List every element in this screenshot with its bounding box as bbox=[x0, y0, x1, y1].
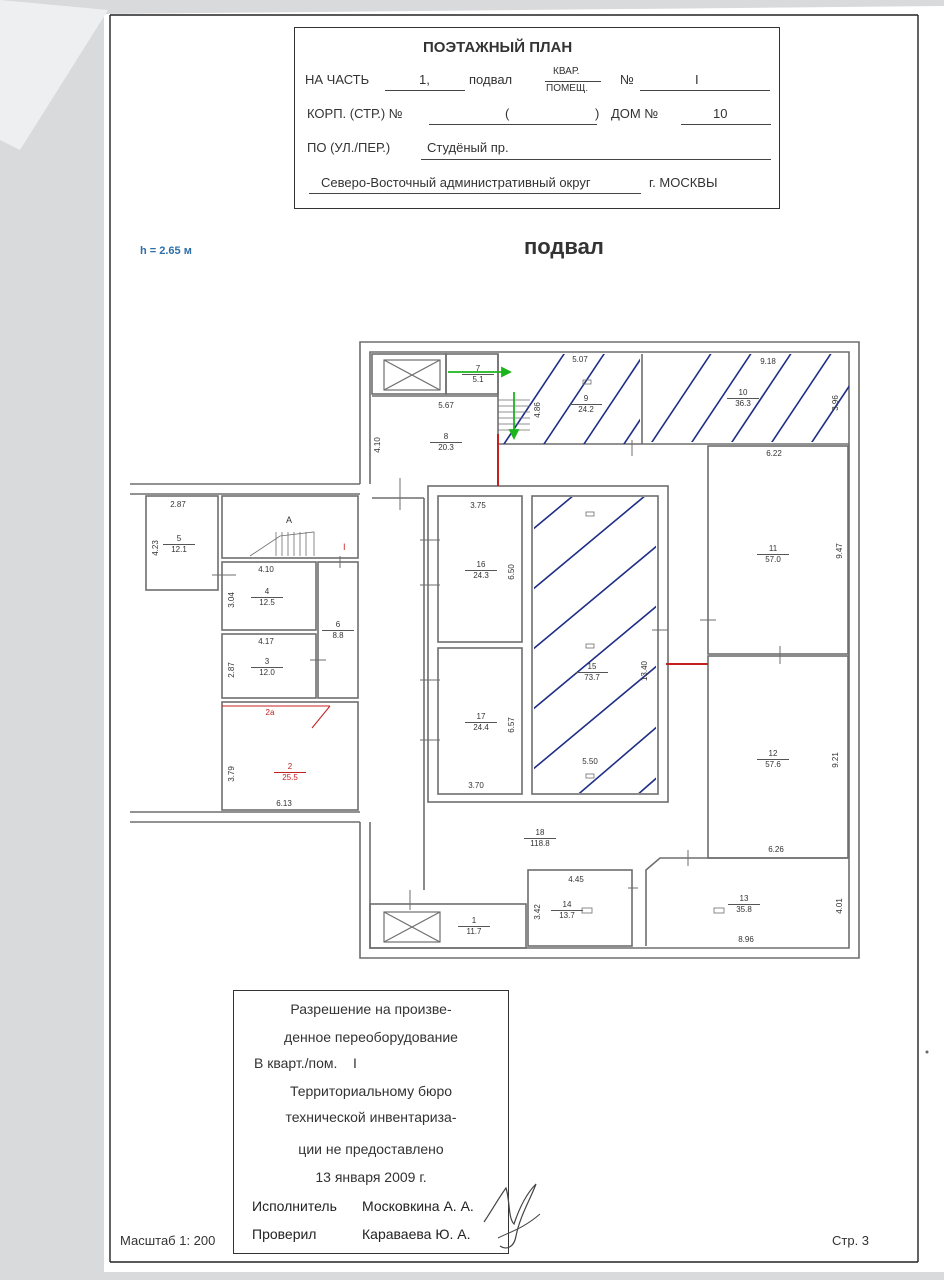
room-label-12 bbox=[757, 749, 789, 770]
room-label-13 bbox=[728, 894, 760, 915]
dimension-label: 3.79 bbox=[227, 766, 236, 782]
executor-name: Московкина А. А. bbox=[362, 1198, 474, 1214]
room-label-7 bbox=[462, 364, 494, 385]
room-number: 15 bbox=[587, 662, 597, 671]
room-area: 35.8 bbox=[728, 904, 760, 915]
dimension-label: 3.75 bbox=[470, 501, 486, 510]
floor-value: подвал bbox=[469, 72, 513, 87]
dimension-label: 4.01 bbox=[835, 898, 844, 914]
stair-label: А bbox=[286, 515, 293, 525]
door-marker: I bbox=[343, 542, 346, 552]
floor-title: подвал bbox=[524, 234, 604, 259]
note-line: технической инвентариза- bbox=[285, 1109, 457, 1125]
plan-title: ПОЭТАЖНЫЙ ПЛАН bbox=[423, 39, 573, 56]
room-number: 3 bbox=[264, 657, 270, 666]
room-area: 24.3 bbox=[465, 570, 497, 581]
ceiling-height: h = 2.65 м bbox=[140, 245, 192, 257]
room-area: 11.7 bbox=[458, 926, 490, 937]
room-number: 8 bbox=[443, 432, 449, 441]
room-area: 12.0 bbox=[251, 667, 283, 678]
note-line: денное переоборудование bbox=[284, 1029, 458, 1045]
city-label: г. МОСКВЫ bbox=[649, 175, 718, 190]
room-label-1 bbox=[458, 916, 490, 937]
room-number: 13 bbox=[739, 894, 749, 903]
room-area: 8.8 bbox=[322, 630, 354, 641]
room-number: 4 bbox=[264, 587, 270, 596]
part-value: 1, bbox=[419, 72, 430, 87]
room-label-2а bbox=[254, 708, 286, 718]
note-line: Разрешение на произве- bbox=[290, 1001, 452, 1017]
dimension-label: 4.45 bbox=[568, 875, 584, 884]
room-number: 14 bbox=[562, 900, 572, 909]
dimension-label: 9.21 bbox=[831, 752, 840, 768]
room-number: 7 bbox=[475, 364, 481, 373]
executor-label: Исполнитель bbox=[252, 1198, 337, 1214]
room-label-16 bbox=[465, 560, 497, 581]
room-number: 18 bbox=[535, 828, 545, 837]
dimension-label: 3.70 bbox=[468, 781, 484, 790]
room-label-6 bbox=[322, 620, 354, 641]
room-area: 13.7 bbox=[551, 910, 583, 921]
note-line: В кварт./пом. I bbox=[254, 1055, 357, 1071]
room-number: 12 bbox=[768, 749, 778, 758]
dimension-label: 3.96 bbox=[831, 395, 840, 411]
room-label-14 bbox=[551, 900, 583, 921]
dimension-label: 6.57 bbox=[507, 717, 516, 733]
room-area: 20.3 bbox=[430, 442, 462, 453]
dom-label: ДОМ № bbox=[611, 106, 659, 121]
room-label-17 bbox=[465, 712, 497, 733]
dimension-label: 9.18 bbox=[760, 357, 776, 366]
dimension-label: 5.07 bbox=[572, 355, 588, 364]
room-number: 6 bbox=[335, 620, 341, 629]
part-label: НА ЧАСТЬ bbox=[305, 72, 370, 87]
note-line: ции не предоставлено bbox=[298, 1141, 444, 1157]
room-number: 2а bbox=[265, 708, 275, 717]
room-label-8 bbox=[430, 432, 462, 453]
dimension-label: 4.23 bbox=[151, 540, 160, 556]
note-line: Территориальному бюро bbox=[289, 1083, 453, 1099]
room-number: 9 bbox=[583, 394, 589, 403]
dimension-label: 9.47 bbox=[835, 543, 844, 559]
room-label-4 bbox=[251, 587, 283, 608]
dimension-label: 6.50 bbox=[507, 564, 516, 580]
room-area: 73.7 bbox=[576, 672, 608, 683]
scale-label: Масштаб 1: 200 bbox=[120, 1233, 216, 1248]
room-label-5 bbox=[163, 534, 195, 555]
kvar-label: КВАР. bbox=[553, 66, 580, 77]
street-value: Студёный пр. bbox=[427, 140, 509, 155]
dimension-label: 2.87 bbox=[227, 662, 236, 678]
room-label-15 bbox=[576, 662, 608, 683]
checker-label: Проверил bbox=[252, 1226, 317, 1242]
room-label-9 bbox=[570, 394, 602, 415]
dimension-label: 4.10 bbox=[258, 565, 274, 574]
okrug-value: Северо-Восточный административный округ bbox=[321, 175, 591, 190]
room-area: 24.2 bbox=[570, 404, 602, 415]
room-area: 57.0 bbox=[757, 554, 789, 565]
room-number: 1 bbox=[471, 916, 477, 925]
room-label-10 bbox=[727, 388, 759, 409]
dimension-label: 5.67 bbox=[438, 401, 454, 410]
dimension-label: 6.22 bbox=[766, 449, 782, 458]
room-area: 118.8 bbox=[524, 838, 556, 849]
room-area: 36.3 bbox=[727, 398, 759, 409]
korp-close: ) bbox=[595, 106, 600, 121]
room-label-18 bbox=[524, 828, 556, 849]
dimension-label: 6.13 bbox=[276, 799, 292, 808]
room-area: 25.5 bbox=[274, 772, 306, 783]
room-label-11 bbox=[757, 544, 789, 565]
room-area: 12.1 bbox=[163, 544, 195, 555]
room-area: 24.4 bbox=[465, 722, 497, 733]
number-value: I bbox=[695, 72, 699, 87]
dimension-label: 4.86 bbox=[533, 402, 542, 418]
checker-name: Караваева Ю. А. bbox=[362, 1226, 471, 1242]
room-number: 10 bbox=[738, 388, 748, 397]
room-label-2 bbox=[274, 762, 306, 783]
dimension-label: 6.26 bbox=[768, 845, 784, 854]
pomeshch-label: ПОМЕЩ. bbox=[546, 83, 589, 94]
dimension-label: 8.96 bbox=[738, 935, 754, 944]
number-label: № bbox=[620, 72, 634, 87]
room-number: 11 bbox=[768, 544, 778, 553]
street-label: ПО (УЛ./ПЕР.) bbox=[307, 140, 391, 155]
note-line: 13 января 2009 г. bbox=[315, 1169, 427, 1185]
korp-value: ( bbox=[505, 106, 510, 121]
dimension-label: 5.50 bbox=[582, 757, 598, 766]
dimension-label: 2.87 bbox=[170, 500, 186, 509]
room-label-3 bbox=[251, 657, 283, 678]
page-number: Стр. 3 bbox=[832, 1233, 870, 1248]
room-number: 5 bbox=[176, 534, 182, 543]
dimension-label: 4.17 bbox=[258, 637, 274, 646]
room-area: 12.5 bbox=[251, 597, 283, 608]
korp-label: КОРП. (СТР.) № bbox=[307, 106, 403, 121]
room-number: 16 bbox=[476, 560, 486, 569]
dimension-label: 3.04 bbox=[227, 592, 236, 608]
dimension-label: 3.42 bbox=[533, 904, 542, 920]
dimension-label: 13.40 bbox=[640, 660, 649, 682]
room-area: 57.6 bbox=[757, 759, 789, 770]
permission-note bbox=[233, 990, 509, 1254]
dimension-label: 4.10 bbox=[373, 437, 382, 453]
room-number: 17 bbox=[476, 712, 486, 721]
dom-value: 10 bbox=[713, 106, 728, 121]
room-area: 5.1 bbox=[462, 374, 494, 385]
room-number: 2 bbox=[287, 762, 293, 771]
